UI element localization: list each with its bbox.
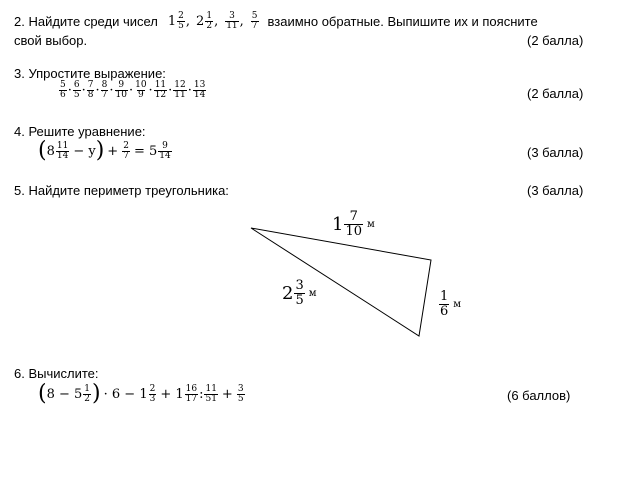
task3-frac-4: $\frac{8}{7}$ [101,80,108,100]
task3-frac-9: $\frac{13}{14}$ [193,80,206,100]
task3-frac-3: $\frac{7}{8}$ [87,80,94,100]
task2-suffix: взаимно обратные. Выпишите их и поясните [267,13,538,29]
task4-title: 4. Решите уравнение: [14,124,146,139]
triangle [251,228,431,336]
task2-points: (2 балла) [527,33,584,48]
task2-number-3: $\frac{3}{11}$ , [226,11,244,31]
task3-frac-2: $\frac{6}{5}$ [73,80,80,100]
side-left-label: 2 $\frac{3}{5}$ м [282,278,317,308]
task2-line2: свой выбор. [14,33,88,48]
side-right-label: $\frac{1}{6}$ м [440,289,462,319]
task3-frac-8: $\frac{12}{11}$ [174,80,186,100]
task2-number-1: 1 $\frac{2}{5}$ , [167,11,191,31]
task3-frac-1: $\frac{5}{6}$ [60,80,66,100]
task6-title: 6. Вычислите: [14,366,99,381]
task3-frac-6: $\frac{10}{9}$ [135,80,147,100]
side-top-label: 1 $\frac{7}{10}$ м [332,209,375,239]
task2-number-4: $\frac{5}{7}$ [251,11,258,31]
task2-prefix: 2. Найдите среди чисел [14,13,158,29]
task3-frac-7: $\frac{11}{12}$ [154,80,167,100]
task6-expression: ( 8 − 5 $\frac{1}{2}$ ) · 6 − 1 $\frac{2}{3}$ + 1 $\frac{16}{17}$ : $\frac{11}{51}$ + $\frac{3}{5}$ [38,381,244,406]
task4-equation: ( 8 $\frac{11}{14}$ − y ) + $\frac{2}{7}$ = 5 $\frac{9}{14}$ [38,138,171,163]
task6-points: (6 баллов) [507,388,571,403]
task3-expression: $\frac{5}{6}$ · $\frac{6}{5}$ · $\frac{7}{8}$ · $\frac{8}{7}$ · $\frac{9}{10}$ · $\frac{10}{9}$ · $\frac{11}{12}$ · $\frac{12}{11}$ · $\frac{13}{14}$ [60,80,206,100]
task5-points: (3 балла) [527,183,584,198]
task3-frac-5: $\frac{9}{10}$ [115,80,127,100]
task5-title: 5. Найдите периметр треугольника: [14,183,229,198]
task4-points: (3 балла) [527,145,584,160]
task2-number-2: 2 $\frac{1}{2}$ , [196,11,219,31]
task3-title: 3. Упростите выражение: [14,66,166,81]
task3-points: (2 балла) [527,86,584,101]
